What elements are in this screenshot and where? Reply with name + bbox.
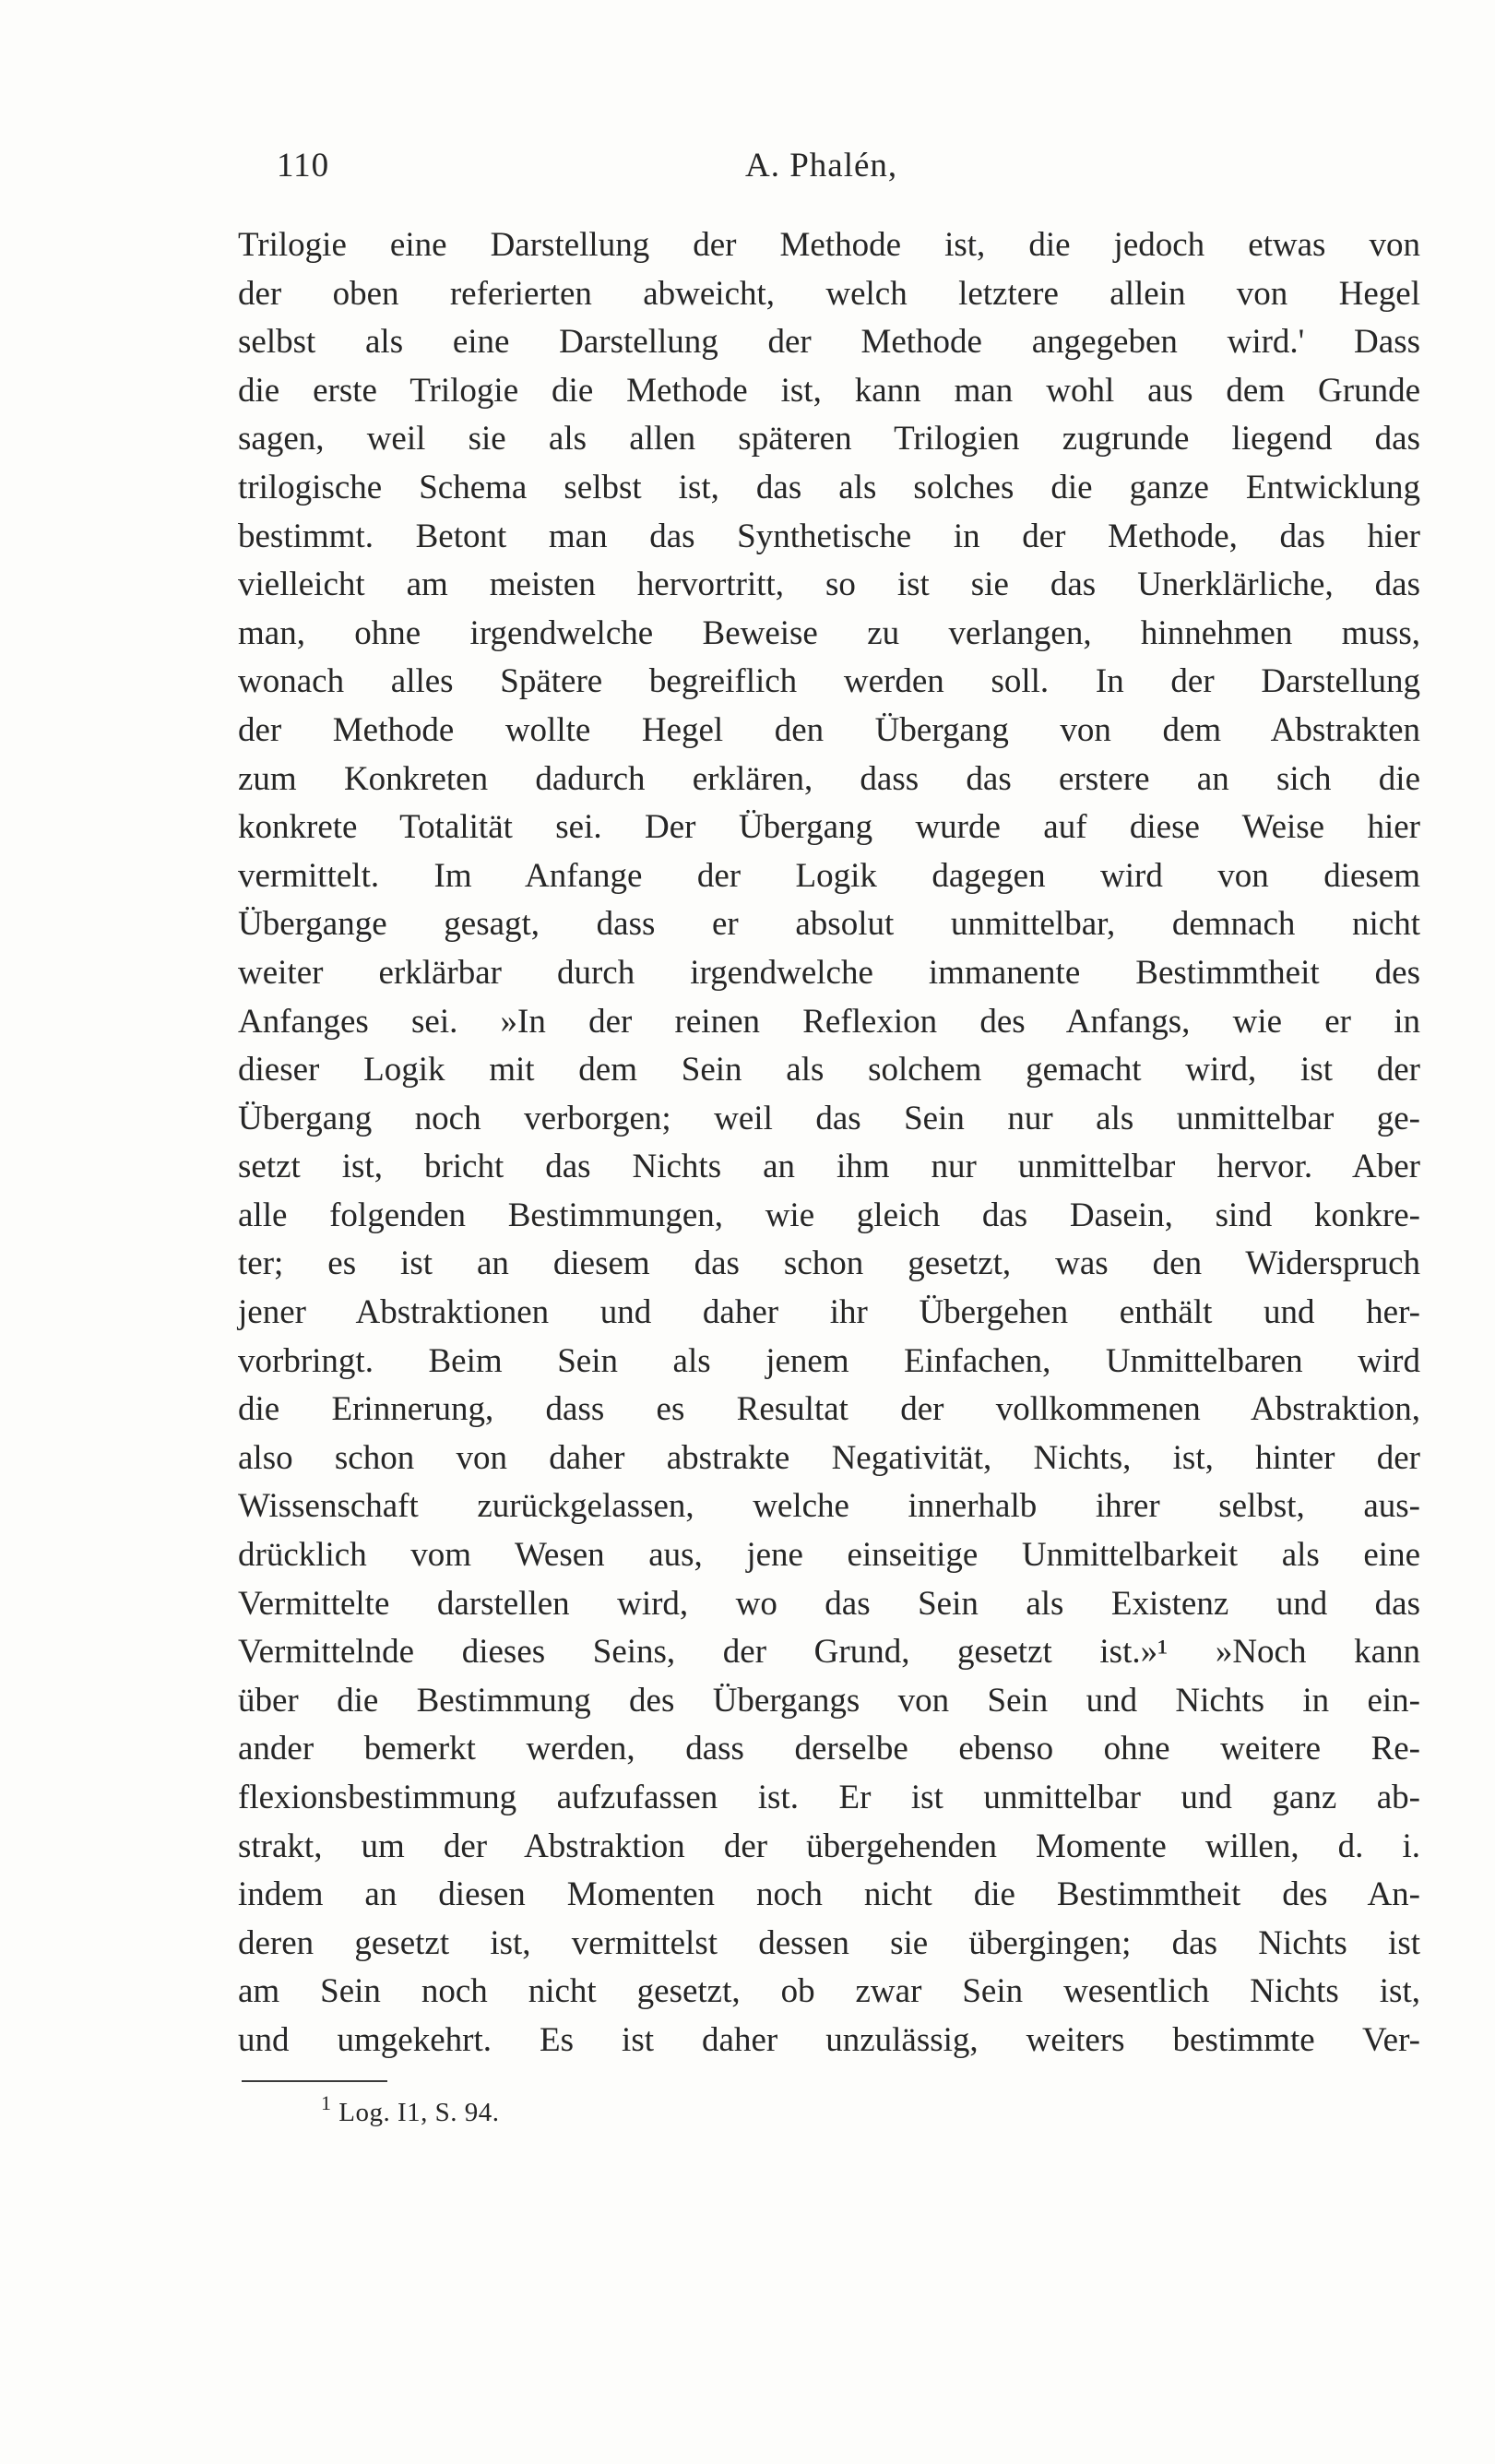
text-line: der Methode wollte Hegel den Übergang von dem Abstrakten bbox=[238, 710, 1420, 749]
text-line: vorbringt. Beim Sein als jenem Einfachen, Unmittelbaren wird bbox=[238, 1341, 1420, 1380]
text-line: Vermittelnde dieses Seins, der Grund, gesetzt ist.»¹ »Noch kann bbox=[238, 1633, 1420, 1672]
text-line: deren gesetzt ist, vermittelst dessen sie übergingen; das Nichts ist bbox=[238, 1923, 1420, 1962]
text-line: die erste Trilogie die Methode ist, kann man wohl aus dem Grunde bbox=[238, 371, 1420, 410]
footnote bbox=[321, 2091, 500, 2131]
body-text bbox=[238, 221, 1420, 2065]
text-line: konkrete Totalität sei. Der Übergang wurde auf diese Weise hier bbox=[238, 808, 1420, 847]
footnote-divider bbox=[242, 2080, 387, 2082]
text-line: Übergange gesagt, dass er absolut unmittelbar, demnach nicht bbox=[238, 905, 1420, 944]
footnote-marker: 1 bbox=[321, 2091, 332, 2114]
text-line: wonach alles Spätere begreiflich werden soll. In der Darstellung bbox=[238, 662, 1420, 701]
text-line: sagen, weil sie als allen späteren Trilogien zugrunde liegend das bbox=[238, 420, 1420, 458]
text-line: ter; es ist an diesem das schon gesetzt, was den Widerspruch bbox=[238, 1244, 1420, 1283]
page-number: 110 bbox=[277, 147, 330, 185]
text-line: und umgekehrt. Es ist daher unzulässig, weiters bestimmte Ver- bbox=[238, 2020, 1420, 2059]
text-line: alle folgenden Bestimmungen, wie gleich das Dasein, sind konkre- bbox=[238, 1196, 1420, 1234]
text-line: vielleicht am meisten hervortritt, so ist sie das Unerklärliche, das bbox=[238, 565, 1420, 604]
text-line: indem an diesen Momenten noch nicht die Bestimmtheit des An- bbox=[238, 1875, 1420, 1914]
text-line: Trilogie eine Darstellung der Methode ist, die jedoch etwas von bbox=[238, 226, 1420, 264]
text-line: die Erinnerung, dass es Resultat der vollkommenen Abstraktion, bbox=[238, 1390, 1420, 1429]
footnote-text: Log. I1, S. 94. bbox=[338, 2098, 500, 2127]
text-line: Übergang noch verborgen; weil das Sein nur als unmittelbar ge- bbox=[238, 1099, 1420, 1137]
text-line: weiter erklärbar durch irgendwelche immanente Bestimmtheit des bbox=[238, 953, 1420, 992]
text-line: bestimmt. Betont man das Synthetische in der Methode, das hier bbox=[238, 517, 1420, 555]
text-line: zum Konkreten dadurch erklären, dass das erstere an sich die bbox=[238, 759, 1420, 798]
text-line: vermittelt. Im Anfange der Logik dagegen wird von diesem bbox=[238, 856, 1420, 895]
text-line: drücklich vom Wesen aus, jene einseitige Unmittelbarkeit als eine bbox=[238, 1536, 1420, 1575]
text-line: dieser Logik mit dem Sein als solchem gemacht wird, ist der bbox=[238, 1051, 1420, 1089]
text-line: flexionsbestimmung aufzufassen ist. Er ist unmittelbar und ganz ab- bbox=[238, 1779, 1420, 1816]
text-line: Wissenschaft zurückgelassen, welche innerhalb ihrer selbst, aus- bbox=[238, 1487, 1420, 1526]
text-line: also schon von daher abstrakte Negativität, Nichts, ist, hinter der bbox=[238, 1438, 1420, 1477]
text-line: Anfanges sei. »In der reinen Reflexion des Anfangs, wie er in bbox=[238, 1002, 1420, 1041]
text-line: trilogische Schema selbst ist, das als solches die ganze Entwicklung bbox=[238, 468, 1420, 506]
author-heading: A. Phalén, bbox=[745, 147, 898, 185]
text-line: am Sein noch nicht gesetzt, ob zwar Sein wesentlich Nichts ist, bbox=[238, 1972, 1420, 2011]
running-head bbox=[277, 146, 1420, 192]
text-line: man, ohne irgendwelche Beweise zu verlangen, hinnehmen muss, bbox=[238, 613, 1420, 652]
text-line: jener Abstraktionen und daher ihr Übergehen enthält und her- bbox=[238, 1293, 1420, 1332]
text-line: setzt ist, bricht das Nichts an ihm nur unmittelbar hervor. Aber bbox=[238, 1148, 1420, 1186]
text-line: über die Bestimmung des Übergangs von Sein und Nichts in ein- bbox=[238, 1681, 1420, 1720]
text-line: selbst als eine Darstellung der Methode angegeben wird.' Dass bbox=[238, 323, 1420, 362]
text-line: Vermittelte darstellen wird, wo das Sein als Existenz und das bbox=[238, 1584, 1420, 1623]
text-line: der oben referierten abweicht, welch letztere allein von Hegel bbox=[238, 274, 1420, 313]
text-line: strakt, um der Abstraktion der übergehenden Momente willen, d. i. bbox=[238, 1827, 1420, 1865]
text-line: ander bemerkt werden, dass derselbe ebenso ohne weitere Re- bbox=[238, 1730, 1420, 1768]
